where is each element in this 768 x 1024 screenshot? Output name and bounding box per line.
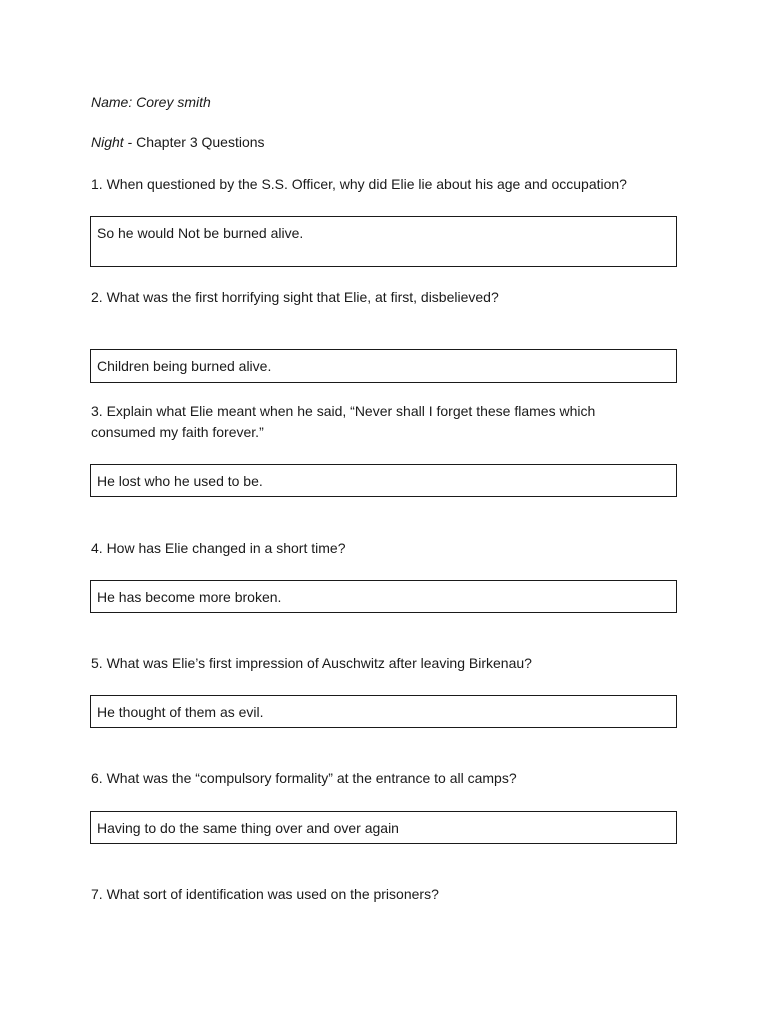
answer-6: Having to do the same thing over and over again	[97, 820, 399, 836]
question-3-line-1: 3. Explain what Elie meant when he said, “Never shall I forget these flames which	[91, 403, 596, 419]
question-2: 2. What was the first horrifying sight that Elie, at first, disbelieved?	[91, 289, 499, 305]
question-5: 5. What was Elie’s first impression of Auschwitz after leaving Birkenau?	[91, 655, 532, 671]
title-rest: - Chapter 3 Questions	[123, 134, 265, 150]
question-7: 7. What sort of identification was used on the prisoners?	[91, 886, 439, 902]
answer-box-6	[90, 811, 677, 844]
question-1: 1. When questioned by the S.S. Officer, why did Elie lie about his age and occupation?	[91, 176, 627, 192]
answer-3: He lost who he used to be.	[97, 473, 263, 489]
answer-box-3	[90, 464, 677, 497]
student-name: Corey smith	[136, 94, 211, 110]
answer-box-1	[90, 216, 677, 267]
answer-box-2	[90, 349, 677, 383]
name-label: Name:	[91, 94, 137, 110]
answer-box-5	[90, 695, 677, 728]
question-6: 6. What was the “compulsory formality” at the entrance to all camps?	[91, 770, 517, 786]
student-name-line	[91, 92, 691, 113]
answer-1: So he would Not be burned alive.	[97, 225, 304, 241]
answer-5: He thought of them as evil.	[97, 704, 264, 720]
answer-4: He has become more broken.	[97, 589, 282, 605]
answer-box-4	[90, 580, 677, 613]
answer-2: Children being burned alive.	[97, 358, 272, 374]
book-title: Night	[91, 134, 124, 150]
question-3-line-2: consumed my faith forever.”	[91, 424, 264, 440]
question-4: 4. How has Elie changed in a short time?	[91, 540, 346, 556]
worksheet-title	[91, 132, 691, 153]
